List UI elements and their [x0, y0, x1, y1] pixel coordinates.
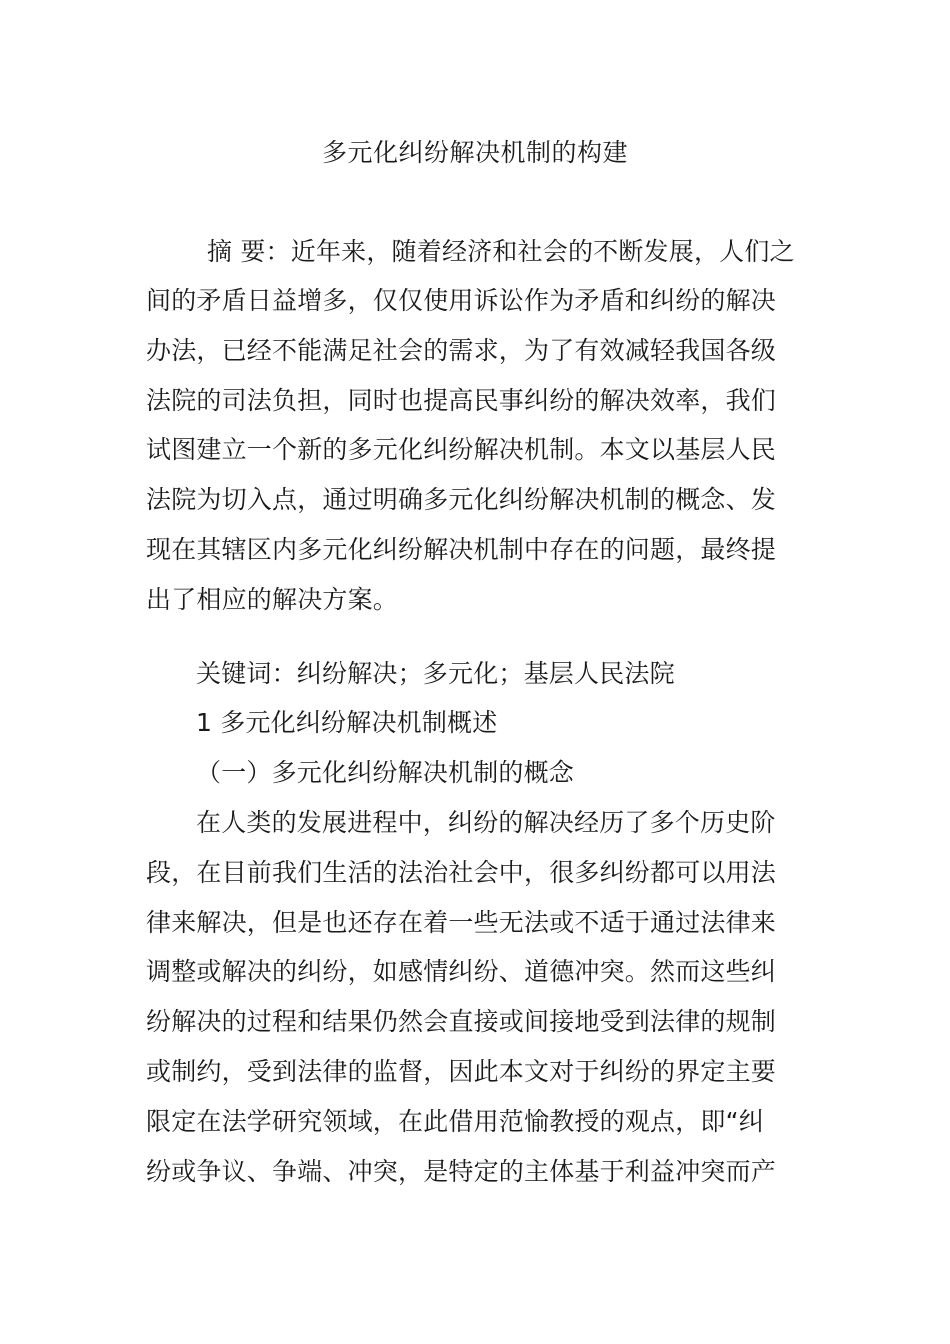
section-heading: 1 多元化纠纷解决机制概述	[196, 708, 498, 737]
body-line: 律来解决，但是也还存在着一些无法或不适于通过法律来	[146, 908, 777, 937]
abstract-line: 现在其辖区内多元化纠纷解决机制中存在的问题，最终提	[146, 535, 777, 564]
body-line: 段，在目前我们生活的法治社会中，很多纠纷都可以用法	[146, 858, 777, 887]
abstract-line: 摘 要：近年来，随着经济和社会的不断发展，人们之	[207, 237, 795, 266]
body-line: 调整或解决的纠纷，如感情纠纷、道德冲突。然而这些纠	[146, 957, 777, 986]
keywords: 关键词：纠纷解决；多元化；基层人民法院	[196, 659, 675, 688]
document-title: 多元化纠纷解决机制的构建	[321, 138, 628, 167]
abstract-line: 法院的司法负担，同时也提高民事纠纷的解决效率，我们	[146, 386, 777, 415]
abstract-line: 办法，已经不能满足社会的需求，为了有效减轻我国各级	[146, 336, 777, 365]
abstract-line: 试图建立一个新的多元化纠纷解决机制。本文以基层人民	[146, 435, 777, 464]
body-line: 纷解决的过程和结果仍然会直接或间接地受到法律的规制	[146, 1007, 777, 1036]
body-line: 限定在法学研究领域，在此借用范愉教授的观点，即“纠	[146, 1107, 764, 1136]
abstract-line: 出了相应的解决方案。	[146, 585, 399, 614]
body-line: 在人类的发展进程中，纠纷的解决经历了多个历史阶	[196, 808, 776, 837]
body-line: 或制约，受到法律的监督，因此本文对于纠纷的界定主要	[146, 1057, 777, 1086]
abstract-line: 法院为切入点，通过明确多元化纠纷解决机制的概念、发	[146, 485, 777, 514]
body-line: 纷或争议、争端、冲突，是特定的主体基于利益冲突而产	[146, 1157, 777, 1186]
abstract-line: 间的矛盾日益增多，仅仅使用诉讼作为矛盾和纠纷的解决	[146, 286, 777, 315]
subsection-heading: （一）多元化纠纷解决机制的概念	[196, 758, 575, 787]
